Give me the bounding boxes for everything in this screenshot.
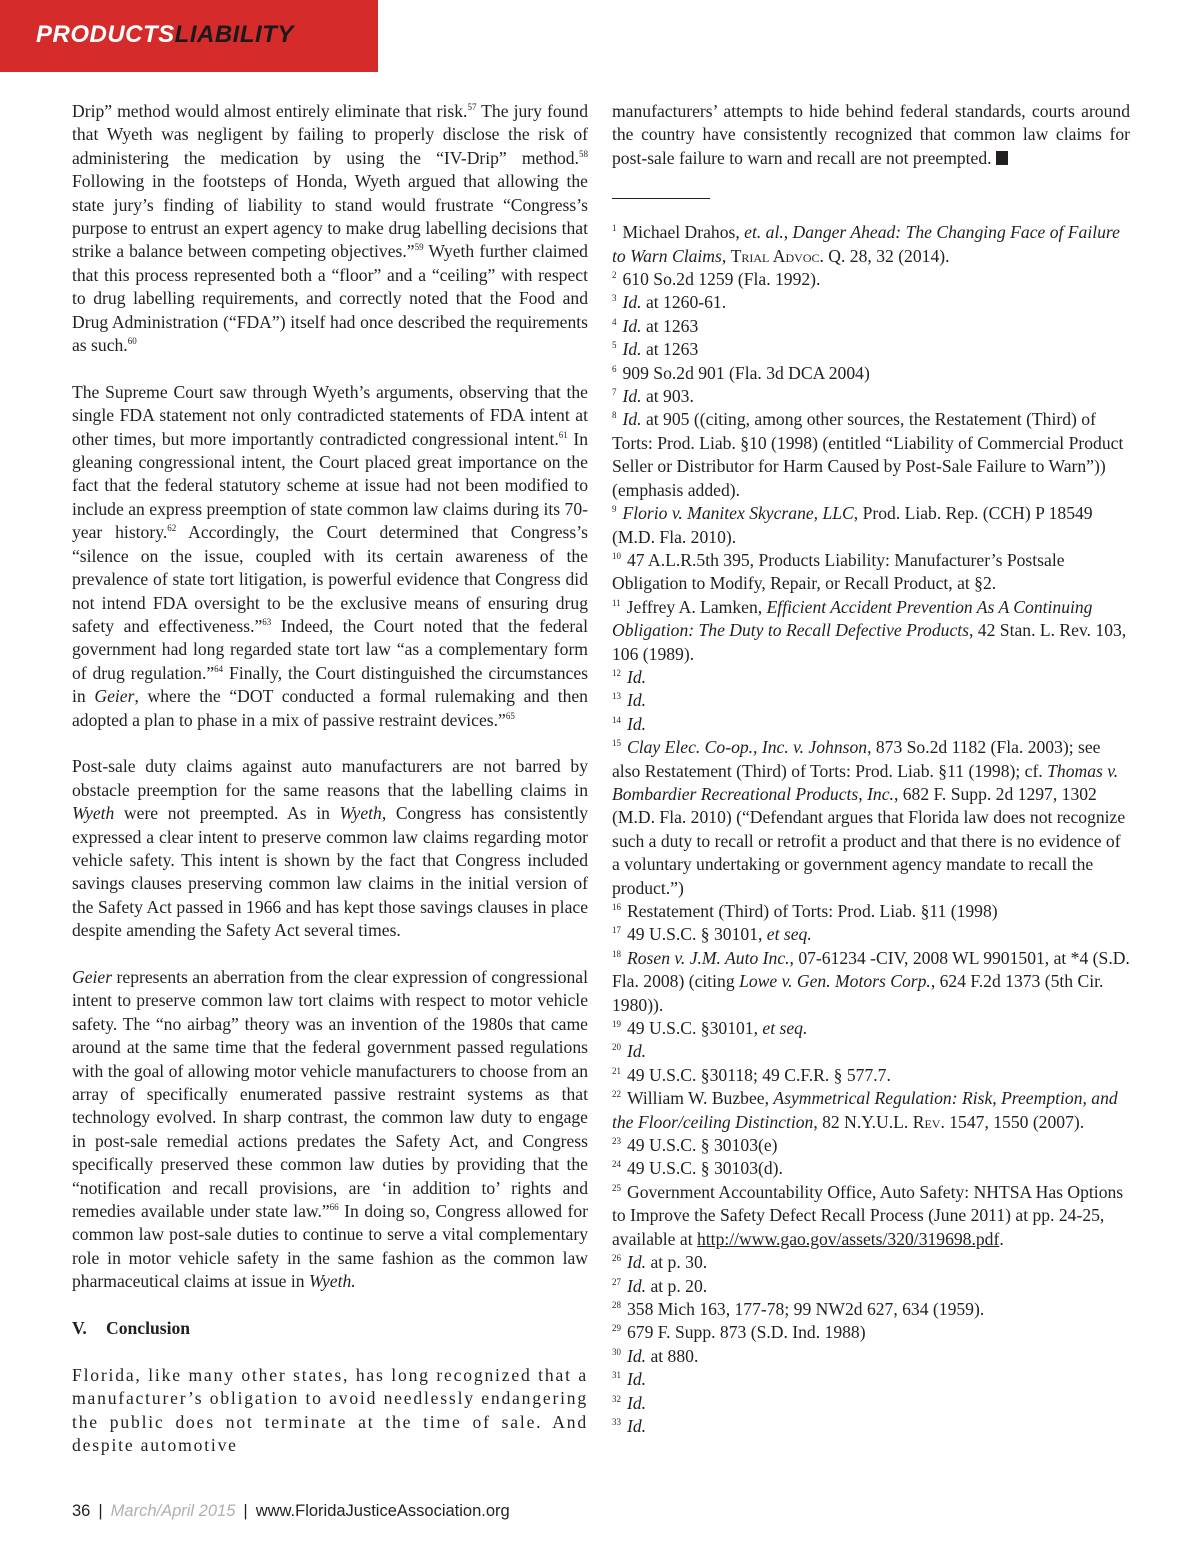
footnote: $^{24}$ 49 U.S.C. § 30103(d). [612, 1158, 783, 1179]
footnote: $^{15}$ Clay Elec. Co-op., Inc. v. Johnson, 873 So.2d 1182 (Fla. 2003); see also Restatement (Third) of Torts: Prod. Liab. §11 (1998); cf. Thomas v. Bombardier Recreational Products, Inc., 682 F. Supp. 2d 1297, 1302 (M.D. Fla. 2010) (“Defendant argues that Florida law does not recognize such a duty to recall or retrofit a product and that there is no evidence of a voluntary undertaking or government agency mandate to recall the product.”) [612, 737, 1126, 898]
gao-report-link[interactable]: http://www.gao.gov/assets/320/319698.pdf [697, 1228, 1000, 1249]
right-column [612, 100, 1130, 1438]
footnote: $^5$ Id. at 1263 [612, 339, 699, 360]
footnotes-list [612, 221, 1130, 1438]
left-column [72, 100, 588, 1481]
footnote: $^{20}$ Id. [612, 1041, 647, 1062]
footnote: $^7$ Id. at 903. [612, 386, 694, 407]
section-title-part2: LIABILITY [174, 21, 294, 48]
footnote: $^{30}$ Id. at 880. [612, 1345, 699, 1366]
section-heading-conclusion: V. Conclusion [72, 1318, 191, 1339]
footer-separator: | [98, 1502, 103, 1520]
footnote: $^4$ Id. at 1263 [612, 315, 699, 336]
footnote: $^{13}$ Id. [612, 690, 647, 711]
website-link[interactable]: www.FloridaJusticeAssociation.org [255, 1502, 510, 1520]
footnote-divider [612, 198, 710, 199]
footnote: $^3$ Id. at 1260-61. [612, 292, 727, 313]
footnote: $^{11}$ Jeffrey A. Lamken, Efficient Accident Prevention As A Continuing Obligation: The Duty to Recall Defective Products, 42 Stan. L. Rev. 103, 106 (1989). [612, 596, 1127, 664]
footnote: $^{19}$ 49 U.S.C. §30101, et seq. [612, 1018, 808, 1039]
issue-date: March/April 2015 [110, 1502, 236, 1520]
footnote: $^{31}$ Id. [612, 1369, 647, 1390]
section-title [36, 20, 294, 50]
footnote: $^{27}$ Id. at p. 20. [612, 1275, 708, 1296]
paragraph-post-sale-duty: Post-sale duty claims against auto manufacturers are not barred by obstacle preemption for the same reasons that the labelling claims in Wyeth were not preempted. As in Wyeth, Congress has consistently expressed a clear intent to preserve common law claims regarding motor vehicle safety. This intent is shown by the fact that Congress included savings clauses preserving common law claims in the initial version of the Safety Act passed in 1966 and has kept those savings clauses in place despite amending the Safety Act several times. [72, 756, 588, 941]
paragraph-wyeth-arguments: Drip” method would almost entirely eliminate that risk.$^{57}$ The jury found that Wyeth was negligent by failing to properly disclose the risk of administering the medication by using the “IV-Drip” method.$^{58}$ Following in the footsteps of Honda, Wyeth argued that allowing the state jury’s finding of liability to stand would frustrate “Congress’s purpose to entrust an expert agency to make drug labelling decisions that strike a balance between competing objectives.”$^{59}$ Wyeth further claimed that this process represented both a “floor” and a “ceiling” with respect to drug labelling requirements, and correctly noted that the Food and Drug Administration (“FDA”) itself had once described the requirements as such.$^{60}$ [72, 101, 589, 356]
page-number: 36 [72, 1502, 91, 1520]
section-title-part1: PRODUCTS [36, 21, 175, 48]
paragraph-geier: Geier represents an aberration from the clear expression of congressional intent to preserve common law tort claims with respect to motor vehicle safety. The “no airbag” theory was an invention of the 1980s that came around at the same time that the federal government passed regulations with the goal of allowing motor vehicle manufacturers to choose from an array of specifically enumerated passive restraint systems as that technology evolved. In sharp contrast, the common law duty to engage in post-sale remedial actions predates the Safety Act, and Congress specifically preserved these common law duties by providing that the “notification and recall provisions, are ‘in addition to’ rights and remedies available under state law.”$^{66}$ In doing so, Congress allowed for common law post-sale duties to continue to serve a vital complementary role in motor vehicle safety in the same fashion as the common law pharmaceutical claims at issue in Wyeth. [72, 966, 588, 1292]
footnote: $^{23}$ 49 U.S.C. § 30103(e) [612, 1135, 778, 1156]
paragraph-conclusion-continued: manufacturers’ attempts to hide behind federal standards, courts around the country have consistently recognized that common law claims for post-sale failure to warn and recall are not preempted. [612, 101, 1130, 168]
footnote: $^{22}$ William W. Buzbee, Asymmetrical Regulation: Risk, Preemption, and the Floor/ceiling Distinction, 82 N.Y.U.L. Rev. 1547, 1550 (2007). [612, 1088, 1118, 1132]
footnote: $^{10}$ 47 A.L.R.5th 395, Products Liability: Manufacturer’s Postsale Obligation to Modify, Repair, or Recall Product, at §2. [612, 549, 1065, 594]
footnote: $^{25}$ Government Accountability Office, Auto Safety: NHTSA Has Options to Improve the Safety Defect Recall Process (June 2011) at pp. 24-25, available at http://www.gao.gov/assets/320/319698.pdf. [612, 1181, 1124, 1249]
article-end-mark [996, 151, 1008, 165]
footnote: $^8$ Id. at 905 ((citing, among other sources, the Restatement (Third) of Torts: Prod. Liab. §10 (1998) (entitled “Liability of Commercial Product Seller or Distributor for Harm Caused by Post-Sale Failure to Warn”)) (emphasis added). [612, 409, 1124, 500]
paragraph-conclusion: Florida, like many other states, has long recognized that a manufacturer’s obligation to avoid needlessly endangering the public does not terminate at the time of sale. And despite automotive [72, 1364, 588, 1456]
footnote: $^{29}$ 679 F. Supp. 873 (S.D. Ind. 1988) [612, 1322, 866, 1343]
footnote: $^2$ 610 So.2d 1259 (Fla. 1992). [612, 269, 821, 290]
footnote: $^{21}$ 49 U.S.C. §30118; 49 C.F.R. § 577.7. [612, 1064, 891, 1085]
footnote: $^{16}$ Restatement (Third) of Torts: Prod. Liab. §11 (1998) [612, 901, 998, 921]
footer-separator: | [243, 1502, 248, 1520]
footnote: $^{14}$ Id. [612, 713, 647, 734]
section-header-banner [0, 0, 378, 72]
page-footer [72, 1501, 510, 1521]
footnote: $^{17}$ 49 U.S.C. § 30101, et seq. [612, 924, 812, 945]
footnote: $^{18}$ Rosen v. J.M. Auto Inc., 07-61234 -CIV, 2008 WL 9901501, at *4 (S.D. Fla. 2008) (citing Lowe v. Gen. Motors Corp., 624 F.2d 1373 (5th Cir. 1980)). [612, 947, 1130, 1015]
footnote: $^{26}$ Id. at p. 30. [612, 1252, 708, 1273]
footnote: $^{28}$ 358 Mich 163, 177-78; 99 NW2d 627, 634 (1959). [612, 1298, 985, 1319]
footnote: $^{33}$ Id. [612, 1415, 647, 1436]
footnote: $^9$ Florio v. Manitex Skycrane, LLC, Prod. Liab. Rep. (CCH) P 18549 (M.D. Fla. 2010). [612, 503, 1093, 547]
paragraph-supreme-court: The Supreme Court saw through Wyeth’s arguments, observing that the single FDA statement not only contradicted statements of FDA intent at other times, but more importantly contradicted congressional intent.$^{61}$ In gleaning congressional intent, the Court placed great importance on the fact that the federal statutory scheme at issue had not been modified to include an express preemption of state common law claims during its 70-year history.$^{62}$ Accordingly, the Court determined that Congress’s “silence on the issue, coupled with its certain awareness of the prevalence of state tort litigation, is powerful evidence that Congress did not intend FDA oversight to be the exclusive means of ensuring drug safety and effectiveness.”$^{63}$ Indeed, the Court noted that the federal government had long regarded state tort law “as a complementary form of drug regulation.”$^{64}$ Finally, the Court distinguished the circumstances in Geier, where the “DOT conducted a formal rulemaking and then adopted a plan to phase in a mix of passive restraint devices.”$^{65}$ [72, 381, 588, 730]
footnote: $^{12}$ Id. [612, 666, 647, 687]
footnote: $^1$ Michael Drahos, et. al., Danger Ahead: The Changing Face of Failure to Warn Claims, Trial Advoc. Q. 28, 32 (2014). [612, 222, 1120, 266]
footnote: $^{32}$ Id. [612, 1392, 647, 1413]
footnote: $^6$ 909 So.2d 901 (Fla. 3d DCA 2004) [612, 362, 870, 383]
